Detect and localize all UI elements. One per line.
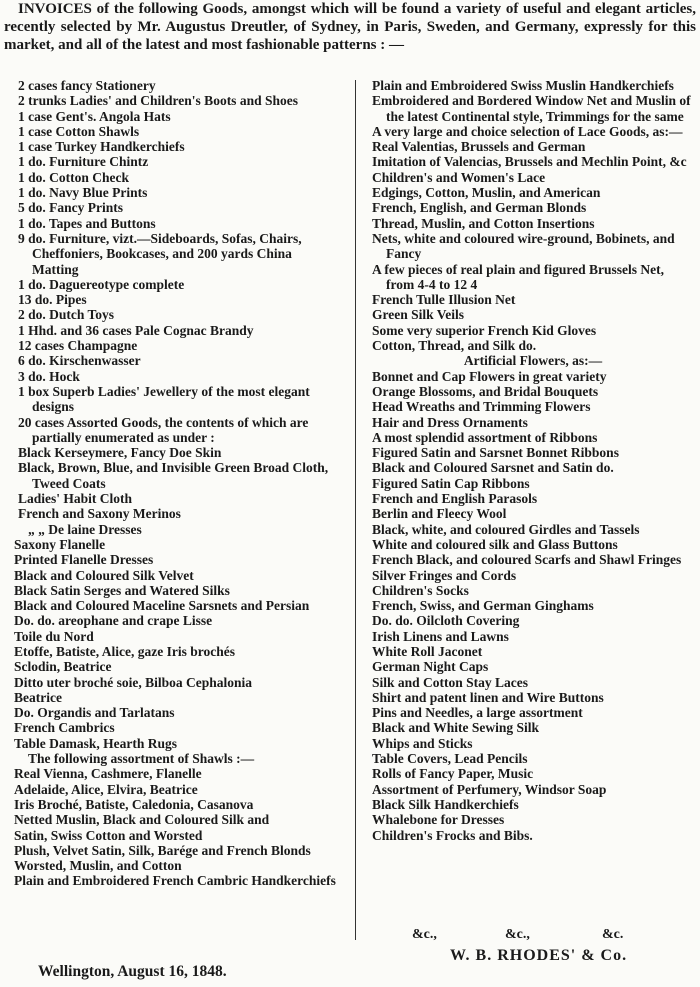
goods-item: Real Vienna, Cashmere, Flanelle [14, 766, 202, 782]
goods-item: French Tulle Illusion Net [372, 292, 516, 308]
goods-item: Real Valentias, Brussels and German [372, 139, 586, 155]
goods-item: Toile du Nord [14, 628, 94, 644]
goods-item: Black and White Sewing Silk [372, 720, 540, 736]
goods-item: Ditto uter broché soie, Bilboa Cephalonia [14, 674, 253, 690]
goods-item: 12 cases Champagne [18, 338, 138, 354]
goods-item: Black Satin Serges and Watered Silks [14, 582, 230, 598]
goods-item: 1 do. Tapes and Buttons [18, 215, 156, 231]
goods-item: Irish Linens and Lawns [372, 628, 509, 644]
goods-item: 1 Hhd. and 36 cases Pale Cognac Brandy [18, 322, 254, 338]
goods-item: Imitation of Valencias, Brussels and Mechlin Point, &c [372, 154, 687, 170]
goods-item: Netted Muslin, Black and Coloured Silk and [14, 812, 270, 828]
goods-item: Do. do. areophane and crape Lisse [14, 613, 213, 629]
goods-item: Berlin and Fleecy Wool [372, 506, 507, 522]
goods-item: Edgings, Cotton, Muslin, and American [372, 185, 601, 201]
goods-item: Assortment of Perfumery, Windsor Soap [372, 781, 607, 797]
goods-item: 9 do. Furniture, vizt.—Sideboards, Sofas, Chairs, Cheffoniers, Bookcases, and 200 yards China Matting [18, 230, 302, 277]
goods-item: 20 cases Assorted Goods, the contents of which are partially enumerated as under : [18, 414, 309, 445]
goods-item: Sclodin, Beatrice [14, 659, 112, 675]
goods-item: Embroidered and Bordered Window Net and Muslin of the latest Continental style, Trimmings for the same [372, 93, 691, 124]
goods-item: White Roll Jaconet [372, 643, 483, 659]
goods-item: Cotton, Thread, and Silk do. [372, 338, 537, 354]
goods-item: Black Kerseymere, Fancy Doe Skin [18, 445, 222, 461]
goods-item: Hair and Dress Ornaments [372, 414, 528, 430]
goods-item: Children's Socks [372, 582, 469, 598]
goods-item: 1 case Gent's. Angola Hats [18, 108, 171, 124]
etc-2: &c., [505, 927, 530, 942]
goods-item: Plush, Velvet Satin, Silk, Barége and French Blonds [14, 842, 311, 858]
goods-item: Artificial Flowers, as:— [463, 353, 603, 369]
goods-item: 1 do. Navy Blue Prints [18, 185, 148, 201]
goods-item: Printed Flanelle Dresses [14, 552, 154, 568]
goods-item: 13 do. Pipes [18, 292, 87, 308]
goods-item: 2 do. Dutch Toys [18, 307, 115, 323]
goods-item: Nets, white and coloured wire-ground, Bobinets, and Fancy [372, 230, 675, 262]
goods-item: Etoffe, Batiste, Alice, gaze Iris brochés [14, 643, 235, 659]
goods-item: Shirt and patent linen and Wire Buttons [372, 689, 604, 705]
goods-item: Black, Brown, Blue, and Invisible Green Broad Cloth, Tweed Coats [18, 460, 329, 491]
goods-item: Head Wreaths and Trimming Flowers [372, 399, 591, 415]
goods-item: A few pieces of real plain and figured Brussels Net, from 4-4 to 12 4 [372, 261, 664, 292]
goods-item: White and coloured silk and Glass Buttons [372, 536, 618, 552]
goods-item: Pins and Needles, a large assortment [372, 705, 583, 721]
goods-item: 1 do. Furniture Chintz [18, 154, 149, 170]
goods-item: French, English, and German Blonds [372, 200, 587, 216]
goods-item: Silk and Cotton Stay Laces [372, 674, 529, 690]
goods-item: French Black, and coloured Scarfs and Shawl Fringes [372, 552, 682, 568]
etc-1: &c., [412, 927, 437, 942]
goods-item: Iris Broché, Batiste, Caledonia, Casanova [14, 796, 254, 812]
goods-item: 2 cases fancy Stationery [18, 78, 156, 93]
goods-item: Figured Satin Cap Ribbons [372, 475, 530, 491]
signature: W. B. RHODES' & Co. [450, 947, 628, 964]
intro-paragraph: INVOICES of the following Goods, amongst which will be found a variety of useful and elegant articles, recently selected by Mr. Augustus Dreutler, of Sydney, in Paris, Sweden, and Germany, expressly for this market, and all of the latest and most fashionable patterns : — [4, 1, 696, 53]
column-divider [355, 80, 356, 940]
goods-item: 6 do. Kirschenwasser [18, 353, 141, 369]
goods-item: 3 do. Hock [18, 368, 80, 384]
goods-item: Adelaide, Alice, Elvira, Beatrice [14, 781, 198, 797]
goods-item: French, Swiss, and German Ginghams [372, 598, 594, 614]
goods-item: Children's Frocks and Bibs. [372, 827, 533, 843]
goods-item: Rolls of Fancy Paper, Music [372, 766, 534, 782]
goods-item: Table Covers, Lead Pencils [372, 751, 528, 767]
goods-item: French and Saxony Merinos [18, 506, 181, 522]
goods-item: A most splendid assortment of Ribbons [372, 429, 598, 445]
goods-item: 1 do. Cotton Check [18, 169, 130, 185]
goods-item: Thread, Muslin, and Cotton Insertions [372, 215, 595, 231]
goods-item: Plain and Embroidered French Cambric Handkerchiefs [14, 873, 336, 889]
goods-item: „ „ De laine Dresses [28, 521, 142, 537]
goods-item: 1 do. Daguereotype complete [18, 276, 185, 292]
goods-item: Green Silk Veils [372, 307, 465, 323]
goods-item: Some very superior French Kid Gloves [372, 322, 597, 338]
goods-item: Ladies' Habit Cloth [18, 491, 133, 507]
right-goods-list [372, 78, 694, 843]
goods-item: French and English Parasols [372, 491, 538, 507]
goods-item: Whalebone for Dresses [372, 812, 505, 828]
goods-item: Satin, Swiss Cotton and Worsted [14, 827, 203, 843]
goods-item: German Night Caps [372, 659, 489, 675]
goods-item: Black Silk Handkerchiefs [372, 796, 519, 812]
goods-item: Saxony Flanelle [14, 536, 106, 552]
goods-item: Plain and Embroidered Swiss Muslin Handkerchiefs [372, 78, 674, 93]
goods-item: Beatrice [14, 689, 62, 705]
goods-item: The following assortment of Shawls :— [28, 751, 255, 767]
goods-item: Black, white, and coloured Girdles and Tassels [372, 521, 640, 537]
goods-item: 1 case Turkey Handkerchiefs [18, 139, 185, 155]
goods-item: Do. Organdis and Tarlatans [14, 705, 175, 721]
goods-item: A very large and choice selection of Lace Goods, as:— [372, 123, 683, 139]
goods-item: Figured Satin and Sarsnet Bonnet Ribbons [372, 445, 619, 461]
goods-item: 1 box Superb Ladies' Jewellery of the most elegant designs [18, 383, 310, 415]
goods-item: Black and Coloured Maceline Sarsnets and Persian [14, 598, 310, 614]
goods-item: Worsted, Muslin, and Cotton [14, 858, 182, 874]
etc-3: &c. [602, 927, 624, 942]
goods-item: Orange Blossoms, and Bridal Bouquets [372, 383, 599, 399]
goods-item: Table Damask, Hearth Rugs [14, 735, 178, 751]
goods-item: Black and Coloured Silk Velvet [14, 567, 194, 583]
goods-item: 5 do. Fancy Prints [18, 200, 124, 216]
left-goods-list [14, 78, 340, 889]
dateline: Wellington, August 16, 1848. [38, 963, 227, 980]
goods-item: 1 case Cotton Shawls [18, 123, 140, 139]
goods-item: 2 trunks Ladies' and Children's Boots and Shoes [18, 93, 298, 109]
goods-item: Children's and Women's Lace [372, 169, 546, 185]
goods-item: Silver Fringes and Cords [372, 567, 517, 583]
goods-item: Bonnet and Cap Flowers in great variety [372, 368, 607, 384]
goods-item: Do. do. Oilcloth Covering [372, 613, 520, 629]
goods-item: Black and Coloured Sarsnet and Satin do. [372, 460, 614, 476]
goods-item: Whips and Sticks [372, 735, 473, 751]
goods-item: French Cambrics [14, 720, 115, 736]
